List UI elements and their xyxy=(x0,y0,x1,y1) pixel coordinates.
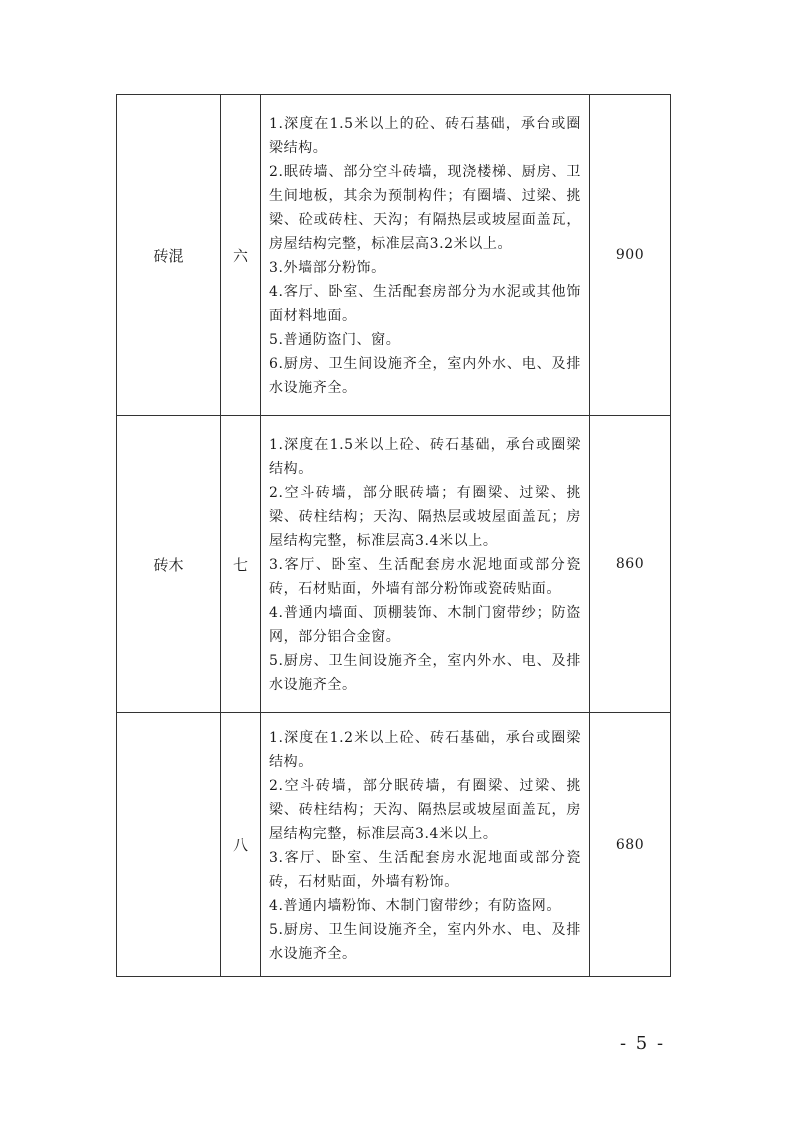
description-item: 1.深度在1.5米以上砼、砖石基础，承台或圈梁结构。 xyxy=(269,437,581,477)
price-cell: 900 xyxy=(590,95,671,416)
description-item: 2.空斗砖墙，部分眠砖墙；有圈梁、过梁、挑梁、砖柱结构；天沟、隔热层或坡屋面盖瓦；房屋结构完整，标准层高3.4米以上。 xyxy=(269,485,581,549)
grade-cell: 七 xyxy=(221,416,261,713)
description-cell xyxy=(261,95,590,416)
description-item: 1.深度在1.2米以上砼、砖石基础，承台或圈梁结构。 xyxy=(269,729,581,770)
category-cell: 砖木 xyxy=(117,416,221,713)
description-cell xyxy=(261,713,590,977)
page-number: - 5 - xyxy=(620,1033,666,1054)
description-item: 2.眠砖墙、部分空斗砖墙，现浇楼梯、厨房、卫生间地板，其余为预制构件；有圈墙、过梁、挑梁、砼或砖柱、天沟；有隔热层或坡屋面盖瓦，房屋结构完整，标准层高3.2米以上。 xyxy=(269,164,581,252)
description-cell xyxy=(261,416,590,713)
description-item: 4.普通内墙面、顶棚装饰、木制门窗带纱；防盗网，部分铝合金窗。 xyxy=(269,605,581,645)
category-cell xyxy=(117,713,221,977)
description-item: 6.厨房、卫生间设施齐全，室内外水、电、及排水设施齐全。 xyxy=(269,356,581,396)
price-cell: 860 xyxy=(590,416,671,713)
description-item: 3.客厅、卧室、生活配套房水泥地面或部分瓷砖，石材贴面，外墙有粉饰。 xyxy=(269,849,581,890)
category-cell: 砖混 xyxy=(117,95,221,416)
description-item: 5.厨房、卫生间设施齐全，室内外水、电、及排水设施齐全。 xyxy=(269,921,581,962)
description-item: 5.厨房、卫生间设施齐全，室内外水、电、及排水设施齐全。 xyxy=(269,653,581,693)
description-item: 2.空斗砖墙，部分眠砖墙，有圈梁、过梁、挑梁、砖柱结构；天沟、隔热层或坡屋面盖瓦，房屋结构完整，标准层高3.4米以上。 xyxy=(269,777,581,842)
description-item: 4.普通内墙粉饰、木制门窗带纱；有防盗网。 xyxy=(269,897,561,914)
description-item: 3.外墙部分粉饰。 xyxy=(269,260,386,276)
description-item: 3.客厅、卧室、生活配套房水泥地面或部分瓷砖，石材贴面，外墙有部分粉饰或瓷砖贴面。 xyxy=(269,557,581,597)
table-row xyxy=(117,713,671,977)
description-item: 1.深度在1.5米以上的砼、砖石基础，承台或圈梁结构。 xyxy=(269,116,581,156)
description-item: 4.客厅、卧室、生活配套房部分为水泥或其他饰面材料地面。 xyxy=(269,284,581,324)
building-standard-table xyxy=(116,94,671,977)
table-row xyxy=(117,416,671,713)
description-item: 5.普通防盗门、窗。 xyxy=(269,332,401,348)
grade-cell: 六 xyxy=(221,95,261,416)
table-row xyxy=(117,95,671,416)
price-cell: 680 xyxy=(590,713,671,977)
grade-cell: 八 xyxy=(221,713,261,977)
